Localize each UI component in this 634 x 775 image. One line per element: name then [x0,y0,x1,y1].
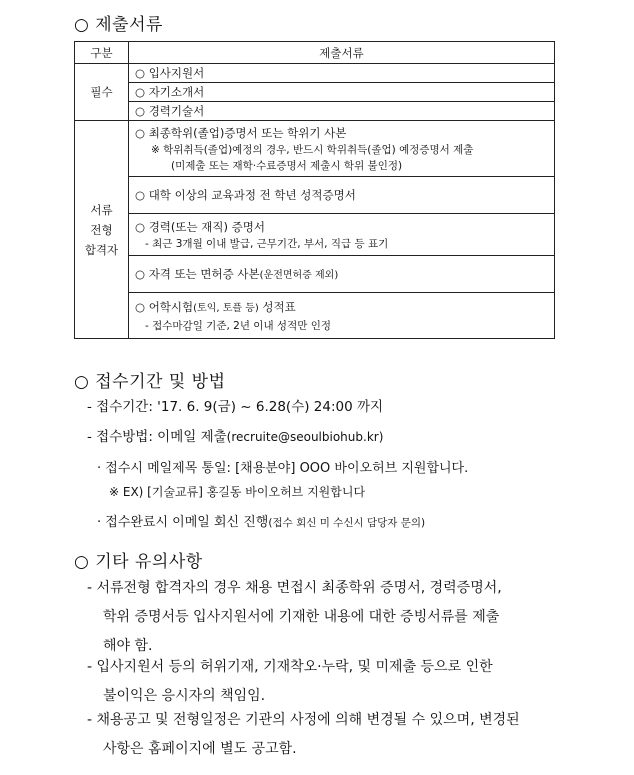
section-title-period: ○ 접수기간 및 방법 [74,372,226,392]
period-method [87,427,383,447]
notes-line: - 채용공고 및 전형일정은 기관의 사정에 의해 변경될 수 있으며, 변경된 [87,712,520,728]
doc-degree-note: ※ 학위취득(졸업)예정의 경우, 반드시 학위취득(졸업) 예정증명서 제출 [151,143,474,156]
section-title-documents: ○ 제출서류 [74,15,163,35]
period-method-email: (recruite@seoulbiohub.kr) [226,430,384,444]
required-item: ○ 자기소개서 [129,83,555,102]
period-method-text: - 접수방법: 이메일 제출 [87,429,227,445]
period-example: ※ EX) [기술교류] 홍길동 바이오허브 지원합니다 [109,485,366,499]
category-line: 서류 [90,202,113,217]
notes-line: - 서류전형 합격자의 경우 채용 면접시 최종학위 증명서, 경력증명서, [87,580,502,596]
table-header-row [75,42,555,64]
table-row [75,177,555,214]
doc-language-paren: (토익, 토플 등) [193,302,259,314]
category-line: 합격자 [84,242,119,257]
doc-license-title: ○ 자격 또는 면허증 사본 [135,267,260,281]
notes-line: 불이익은 응시자의 책임임. [103,688,266,704]
table-row [75,293,555,339]
notes-item-1 [87,574,577,661]
section-title-notes: ○ 기타 유의사항 [74,552,203,572]
period-bullet-subject: · 접수시 메일제목 통일: [채용분야] OOO 바이오허브 지원합니다. [97,461,469,476]
period-dates: - 접수기간: '17. 6. 9(금) ~ 6.28(수) 24:00 까지 [87,399,384,415]
doc-language-suffix: 성적표 [258,299,296,314]
notes-line: - 입사지원서 등의 허위기재, 기재착오·누락, 및 미제출 등으로 인한 [87,659,493,675]
required-item: ○ 경력기술서 [129,102,555,121]
doc-license-note: (운전면허증 제외) [259,270,339,281]
doc-career [129,214,555,256]
period-bullet-reply [97,511,425,530]
category-required: 필수 [75,64,129,121]
table-row [75,256,555,293]
notes-line: 학위 증명서등 입사지원서에 기재한 내용에 대한 증빙서류를 제출 [103,609,500,625]
table-row [75,83,555,102]
doc-language-note: - 접수마감일 기준, 2년 이내 성적만 인정 [145,319,331,332]
notes-item-3 [87,706,577,764]
doc-career-note: - 최근 3개월 이내 발급, 근무기간, 부서, 직급 등 표기 [145,237,389,250]
doc-language [129,293,555,339]
doc-degree-title: ○ 최종학위(졸업)증명서 또는 학위기 사본 [135,125,347,140]
header-category: 구분 [75,42,129,64]
header-documents: 제출서류 [129,42,555,64]
notes-item-2 [87,653,577,711]
table-row [75,214,555,256]
doc-transcript: ○ 대학 이상의 교육과정 전 학년 성적증명서 [129,177,555,214]
notes-line: 사항은 홈페이지에 별도 공고함. [103,741,297,757]
doc-career-title: ○ 경력(또는 재직) 증명서 [135,219,265,234]
notes-line: 해야 함. [103,638,153,654]
table-row [75,64,555,83]
period-bullet-reply-note: (접수 회신 미 수신시 담당자 문의) [268,517,426,529]
required-item: ○ 입사지원서 [129,64,555,83]
category-line: 전형 [90,222,113,237]
doc-degree [129,121,555,177]
documents-table [74,41,555,339]
category-document-passed [75,121,129,339]
period-bullet-reply-text: · 접수완료시 이메일 회신 진행 [97,515,269,530]
doc-degree-note: (미제출 또는 재학·수료증명서 제출시 학위 불인정) [171,159,403,172]
doc-language-name: ○ 어학시험 [135,299,194,314]
table-row [75,102,555,121]
doc-language-title [135,298,554,318]
table-row [75,121,555,177]
doc-license [129,256,555,293]
